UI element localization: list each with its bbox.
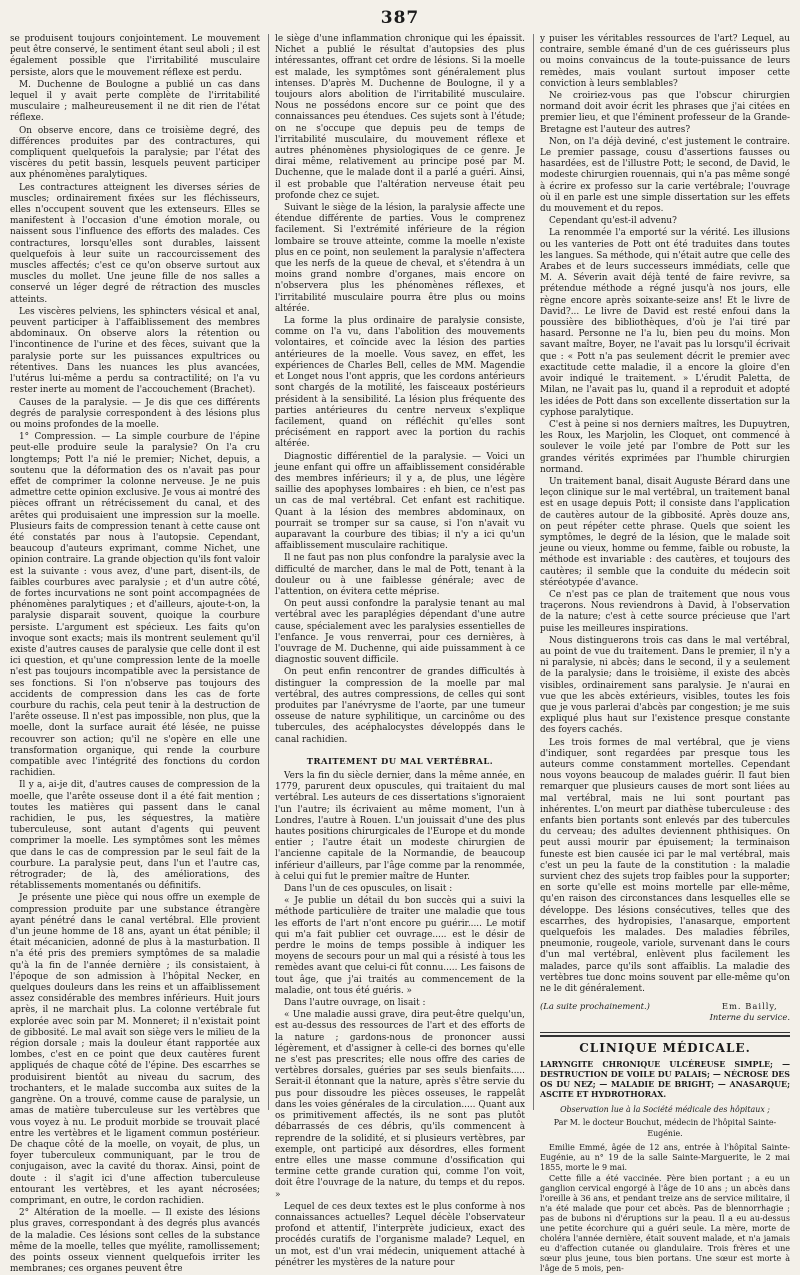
paragraph: C'est à peine si nos derniers maîtres, les Dupuytren, les Roux, les Marjolin, les Cloquet, ont commencé à soulever le voile jeté par l'ombre de Pott sur les grandes vérités exprimées par l'humble chirurgien normand. bbox=[540, 419, 790, 475]
paragraph: On peut enfin rencontrer de grandes difficultés à distinguer la compression de la moelle par mal vertébral, des autres compressions, de celles qui sont produites par l'anévrysme de l'aorte, par une tumeur osseuse de nature syphilitique, un carcinôme ou des tubercules, des acéphalocystes développés dans le canal rachidien. bbox=[275, 667, 525, 745]
column-1 bbox=[10, 34, 260, 1275]
paragraph: Dans l'un de ces opuscules, on lisait : bbox=[284, 884, 453, 895]
quote: « Je publie un détail du bon succès qui a suivi la méthode particulière de traiter une maladie que tous les efforts de l'art n'ont encore pu guérir..... Le motif qui m'a fait publier cet ouvrage..... est le désir de perdre le moins de temps possible à indiquer les moyens de secours pour un mal qui a résisté à tous les remèdes avant que celui-ci fût connu..... Les faisons de tout âge, que j'ai traités au commencement de la maladie, ont tous été guéris. » bbox=[275, 896, 525, 996]
paragraph: Il ne faut pas non plus confondre la paralysie avec la difficulté de marcher, dans le mal de Pott, tenant à la douleur ou à une faiblesse générale; avec de l'attention, on évitera cette méprise. bbox=[275, 553, 525, 597]
paragraph: 1° Compression. — La simple courbure de l'épine peut-elle produire seule la paralysie? On l'a cru longtemps; Pott l'a nié le premier; Nichet, depuis, a soutenu que la déformation des os n'avait pas pour effet de comprimer la colonne nerveuse. Je ne puis admettre cette opinion exclusive. Je vous ai montré des pièces offrant un rétrécissement du canal, et des arêtes qui produisaient une impression sur la moelle. Plusieurs faits de compression tenant à cette cause ont été constatés par nous à l'autopsie. Cependant, beaucoup d'auteurs exprimant, comme Nichet, une opinion contraire. La grande objection qu'ils font valoir est la suivante : vous avez, d'une part, disent-ils, de faibles courbures avec paralysie ; et d'un autre côté, de fortes incurvations ne sont point accompagnées de phénomènes paralytiques ; et d'ailleurs, ajoute-t-on, la paralysie disparait souvent, quoique la courbure persiste. L'argument est spécieux. Les faits qu'on invoque sont exacts; mais ils montrent seulement qu'il existe d'autres causes de paralysie que celle dont il est ici question, et qu'une compression lente de la moelle n'est pas toujours incompatible avec la persistance de ses fonctions. Si l'on n'observe pas toujours des accidents de compression dans les cas de forte courbure du rachis, cela peut tenir à la destruction de l'arête osseuse. Il n'est pas impossible, non plus, que la moelle, dont la surface aurait été lésée, ne puisse recouvrer son action; qu'il ne s'opère en elle une transformation organique, qui rende la courbure compatible avec l'intégrité des fonctions du cordon rachidien. bbox=[10, 432, 260, 779]
paragraph: Lequel de ces deux textes est le plus conforme à nos connaissances actuelles? Lequel décèle l'observateur profond et attentif, l'interprète judicieux, exact des procédés curatifs de l'organisme malade? Lequel, en un mot, est d'un vrai médecin, uniquement attaché à pénétrer les mystères de la nature pour bbox=[275, 1201, 525, 1268]
paragraph: Les trois formes de mal vertébral, que je viens d'indiquer, sont regardées par presque tous les auteurs comme constamment mortelles. Cependant nous voyons beaucoup de malades guérir. Il faut bien remarquer que plusieurs causes de mort sont liées au mal vertébral, mais ne lui sont pourtant pas inhérentes. L'on meurt par diathèse tuberculeuse : des enfants bien portants sont enlevés par des tubercules du cerveau; des adultes deviennent phthisiques. On peut aussi mourir par épuisement; la terminaison funeste est bien causée ici par le mal vertébral, mais c'est un peu la faute de la constitution : la maladie survient chez des sujets trop faibles pour la supporter; en sorte qu'elle est moins mortelle par elle-même, qu'en raison des circonstances dans lesquelles elle se développe. Des lésions consécutives, telles que des escarrhes, des hydropisies, l'anasarque, emportent quelquefois les malades. Des maladies fébriles, pneumonie, rougeole, variole, survenant dans le cours d'un mal vertébral, enlèvent plus facilement les malades, parce qu'ils sont affaiblis. La maladie des vertèbres tue donc moins souvent par elle-même qu'on ne le dit généralement. bbox=[540, 737, 790, 995]
paragraph: La renommée l'a emporté sur la vérité. Les illusions ou les vanteries de Pott ont été traduites dans toutes les langues. Sa méthode, qui n'était autre que celle des Arabes et de leurs successeurs immédiats, celle que M. A. Séverin avait déjà tenté de faire revivre, sa prétendue méthode a régné jusqu'à nos jours, elle règne encore après soixante-seize ans! Et le livre de David?... Le livre de David est resté enfoui dans la poussière des bibliothèques, d'où je l'ai tiré par hasard. Personne ne l'a lu, bien peu du moins. Mon savant maître, Boyer, ne l'avait pas lu lorsqu'il écrivait que : « Pott n'a pas seulement décrit le premier avec exactitude cette maladie, il a encore la gloire d'en avoir indiqué le traitement. » L'érudit Paletta, de Milan, ne l'avait pas lu, quand il a reproduit et adopté les idées de Pott dans son excellente dissertation sur la cyphose paralytique. bbox=[540, 228, 790, 418]
paragraph: le siège d'une inflammation chronique qui les épaissit. Nichet a publié le résultat d'autopsies des plus intéressantes, offrant cet ordre de lésions. Si la moelle est malade, les symptômes sont généralement plus intenses. D'après M. Duchenne de Boulogne, il y a toujours alors abolition de l'irritabilité musculaire. Nous ne possédons encore sur ce point que des connaissances peu étendues. Ces sujets sont à l'étude; on ne s'occupe que depuis peu de temps de l'irritabilité musculaire, du mouvement réflexe et autres phénomènes physiologiques de ce genre. Je dirai même, relativement au principe posé par M. Duchenne, que le malade dont il a parlé a guéri. Ainsi, il est probable que l'altération nerveuse était peu profonde chez ce sujet. bbox=[275, 34, 525, 201]
clinic-section-title: CLINIQUE MÉDICALE. bbox=[579, 1040, 751, 1055]
paragraph: Non, on l'a déjà deviné, c'est justement le contraire. Le premier passage, cousu d'assertions fausses ou hasardées, est de l'illustre Pott; le second, de David, le modeste chirurgien rouennais, qui n'a pas même songé à écrire ex professo sur la carie vertébrale; l'ouvrage où il en parle est une simple dissertation sur les effets du mouvement et du repos. bbox=[540, 136, 790, 215]
divider bbox=[540, 1032, 790, 1033]
paragraph: On observe encore, dans ce troisième degré, des différences produites par des contractures, qui compliquent quelquefois la paralysie; par l'état des viscères du petit bassin, lesquels peuvent participer aux phénomènes paralytiques. bbox=[10, 125, 260, 181]
paragraph: Les viscères pelviens, les sphincters vésical et anal, peuvent participer à l'affaiblissement des membres abdominaux. On observe alors la rétention ou l'incontinence de l'urine et des fèces, suivant que la paralysie porte sur les puissances expultrices ou rétentives. Dans les nuances les plus avancées, l'utérus lui-même a perdu sa contractilité; on l'a vu rester inerte au moment de l'accouchement (Brachet). bbox=[10, 306, 260, 396]
continuation-note: (La suite prochainement.) bbox=[540, 1001, 650, 1012]
author-role: Interne du service. bbox=[709, 1012, 790, 1023]
paragraph: M. Duchenne de Boulogne a publié un cas dans lequel il y avait perte complète de l'irritabilité musculaire ; malheureusement il ne dit rien de l'état réflexe. bbox=[10, 79, 260, 124]
paragraph: Cette fille a été vaccinée. Père bien portant ; a eu un ganglion cervical engorgé à l'âge de 10 ans ; un abcès dans l'oreille à 36 ans, et pendant treize ans de service militaire, il n'a été malade que pour cet abcès. Pas de blennorrhagie ; pas de bubons ni d'éruptions sur la peau. Il a eu au-dessus une petite écorchure qui a guéri seule. La mère, morte de choléra l'année dernière, était souvent malade, et n'a jamais eu d'affection cutanée ou glandulaire. Trois frères et une sœur plus jeune, tous bien portans. Une sœur est morte à l'âge de 5 mois, pen- bbox=[540, 1174, 790, 1274]
paragraph: Ce n'est pas ce plan de traitement que nous vous traçerons. Nous reviendrons à David, à l'observation de la nature; c'est à cette source précieuse que l'art puise les meilleures inspirations. bbox=[540, 589, 790, 634]
paragraph: se produisent toujours conjointement. Le mouvement peut être conservé, le sentiment étant seul aboli ; il est également possible que l'irritabilité musculaire persiste, alors que le mouvement réflexe est perdu. bbox=[10, 34, 260, 78]
paragraph: Un traitement banal, disait Auguste Bérard dans une leçon clinique sur le mal vertébral, un traitement banal est en usage depuis Pott; il consiste dans l'application de cautères autour de la gibbosité. Après douze ans, on peut répéter cette phrase. Quels que soient les symptômes, le degré de la lésion, que le malade soit jeune ou vieux, homme ou femme, faible ou robuste, la méthode est invariable : des cautères, et toujours des cautères; il semble que la conduite du médecin soit stéréotypée d'avance. bbox=[540, 476, 790, 588]
column-2 bbox=[275, 34, 525, 1268]
paragraph: Vers la fin du siècle dernier, dans la même année, en 1779, parurent deux opuscules, qui traitaient du mal vertébral. Les auteurs de ces dissertations s'ignoraient l'un l'autre; ils écrivaient au même moment, l'un à Londres, l'autre à Rouen. L'un jouissait d'une des plus hautes positions chirurgicales de l'Europe et du monde entier ; l'autre était un modeste chirurgien de l'ancienne capitale de la Normandie, de beaucoup inférieur d'ailleurs, par l'âge comme par la renommée, à celui qui fut le premier maître de Hunter. bbox=[275, 771, 525, 882]
paragraph: Nous distinguerons trois cas dans le mal vertébral, au point de vue du traitement. Dans le premier, il n'y a ni paralysie, ni abcès; dans le second, il y a seulement de la paralysie; dans le troisième, il existe des abcès visibles, ordinairement sans paralysie. Je n'aurai en vue que les abcès extérieurs, visibles, toutes les fois que je vous parlerai d'abcès par congestion; je me suis expliqué plus haut sur l'existence presque constante des foyers cachés. bbox=[540, 635, 790, 736]
column-rule bbox=[533, 34, 534, 1110]
page-number: 387 bbox=[380, 8, 420, 28]
observation-note: Observation lue à la Société médicale des hôpitaux ; bbox=[560, 1104, 770, 1114]
quote: « Une maladie aussi grave, dira peut-être quelqu'un, est au-dessus des ressources de l'art et des efforts de la nature ; gardons-nous de prononcer aussi légèrement, et d'assigner à celle-ci des bornes qu'elle ne s'est pas prescrites; elle nous offre des caries de vertèbres dorsales, guéries par ses seuls bienfaits..... Serait-il étonnant que la nature, après s'être servie du pus pour dissoudre les pièces osseuses, le rappelât dans les voies générales de la circulation..... Quant aux os primitivement affectés, ils ne sont pas plutôt débarrassés de ces débris, qu'ils commencent à reprendre de la solidité, et si plusieurs vertèbres, par exemple, ont participé aux désordres, elles forment entre elles une masse commune d'ossification qui termine cette grande curation qui, comme l'on voit, doit être l'ouvrage de la nature, du temps et du repos. » bbox=[275, 1010, 525, 1200]
section-title: TRAITEMENT DU MAL VERTÉBRAL. bbox=[306, 755, 494, 766]
column-rule bbox=[268, 34, 269, 1110]
paragraph: Ne croiriez-vous pas que l'obscur chirurgien normand doit avoir écrit les phrases que j'ai citées en premier lieu, et que l'éminent professeur de la Grande-Bretagne est l'auteur des autres? bbox=[540, 91, 790, 135]
paragraph: 2° Altération de la moelle. — Il existe des lésions plus graves, correspondant à des degrés plus avancés de la maladie. Ces lésions sont celles de la substance même de la moelle, telles que myélite, ramollissement; des points osseux viennent quelquefois irriter les membranes; ces organes peuvent être bbox=[10, 1208, 260, 1275]
author-name: Em. Bailly, bbox=[721, 1001, 778, 1012]
paragraph: Je présente une pièce qui nous offre un exemple de compression produite par une substance étrangère ayant pénétré dans le canal vertébral. Elle provient d'un jeune homme de 18 ans, ayant un état pénible; il était mécanicien, adonné de plus à la masturbation. Il n'a été pris des premiers symptômes de sa maladie qu'à la fin de l'année dernière ; ils consistaient, à l'époque de son admission à l'hôpital Necker, en quelques douleurs dans les reins et un affaiblissement assez considérable des membres inférieurs. Huit jours après, il ne marchait plus. La colonne vertébrale fut explorée avec soin par M. Monneret; il n'existait point de gibbosité. Le mal avait son siège vers le milieu de la région dorsale ; mais la douleur étant rapportée aux lombes, c'est en ce point que deux cautères furent appliqués de chaque côté de l'épine. Des escarrhes se produisirent bientôt au niveau du sacrum, des trochanters, et le malade succomba aux suites de la gangrène. On a trouvé, comme cause de paralysie, un amas de matière tuberculeuse sur les vertèbres que vous voyez à nu. Le produit morbide se trouvait placé entre les vertèbres et le ligament commun postérieur. De chaque côté de la moelle, on voyait, de plus, un foyer tuberculeux communiquant, par le trou de conjugaison, avec la cavité du thorax. Ainsi, point de doute : il s'agit ici d'une affection tuberculeuse entourant les vertèbres, et les ayant nécrosées; comprimant, en outre, le cordon rachidien. bbox=[10, 893, 260, 1206]
paragraph: Les contractures atteignent les diverses séries de muscles; ordinairement fixées sur les fléchisseurs, elles n'occupent souvent que les extenseurs. Elles se manifestent à l'occasion d'une émotion morale, ou naissent sous l'influence des efforts des malades. Ces contractures, lorsqu'elles sont durables, laissent quelquefois à leur suite un raccourcissement des muscles affectés; c'est ce qu'on observe surtout aux muscles du mollet. Une jeune fille de nos salles a conservé un léger degré de rétraction des muscles atteints. bbox=[10, 182, 260, 305]
paragraph: La forme la plus ordinaire de paralysie consiste, comme on l'a vu, dans l'abolition des mouvements volontaires, et coïncide avec la lésion des parties antérieures de la moelle. Vous savez, en effet, les expériences de Charles Bell, celles de MM. Magendie et Longet nous l'ont appris, que les cordons antérieurs sont chargés de la motilité, les faisceaux postérieurs président à la sensibilité. La lésion plus fréquente des parties antérieures du centre nerveux s'explique facilement, quand on réfléchit qu'elles sont précisément en rapport avec la portion du rachis altérée. bbox=[275, 316, 525, 450]
paragraph: On peut aussi confondre la paralysie tenant au mal vertébral avec les paraplégies dépendant d'une autre cause, spécialement avec les paralysies essentielles de l'enfance. Je vous renverrai, pour ces dernières, à l'ouvrage de M. Duchenne, qui aide puissamment à ce diagnostic souvent difficile. bbox=[275, 599, 525, 666]
article-heading: LARYNGITE CHRONIQUE ULCÉREUSE SIMPLE; — DESTRUCTION DE VOILE DU PALAIS; — NÉCROSE DES OS DU NEZ; — MALADIE DE BRIGHT; — ANASARQUE; ASCITE ET HYDROTHORAX. bbox=[540, 1059, 790, 1099]
paragraph: Diagnostic différentiel de la paralysie. — Voici un jeune enfant qui offre un affaiblissement considérable des membres inférieurs; il y a, de plus, une légère saillie des apophyses lombaires : eh bien, ce n'est pas un cas de mal vertébral. Cet enfant est rachitique. Quant à la lésion des membres abdominaux, on pourrait se tromper sur sa cause, si l'on n'avait vu auparavant la courbure des tibias; il n'y a ici qu'un affaiblissement musculaire rachitique. bbox=[275, 451, 525, 552]
paragraph: Cependant qu'est-il advenu? bbox=[549, 216, 677, 227]
paragraph: Emilie Emmé, âgée de 12 ans, entrée à l'hôpital Sainte-Eugénie, au n° 19 de la salle Sainte-Marguerite, le 2 mai 1855, morte le 9 mai. bbox=[540, 1143, 790, 1173]
divider bbox=[540, 1035, 790, 1037]
author-line: Par M. le docteur Bouchut, médecin de l'hôpital Sainte-Eugénie. bbox=[553, 1118, 777, 1139]
column-3 bbox=[540, 34, 790, 1274]
paragraph: Il y a, ai-je dit, d'autres causes de compression de la moelle, que l'arête osseuse dont il a été fait mention ; toutes les matières qui passent dans le canal rachidien, le pus, les séquestres, la matière tuberculeuse, sont autant d'agents qui peuvent comprimer la moelle. Les symptômes sont les mêmes que dans le cas de compression par le seul fait de la courbure. La paralysie peut, dans l'un et l'autre cas, rétrograder; de là, des améliorations, des rétablissements momentanés ou définitifs. bbox=[10, 780, 260, 892]
paragraph: Suivant le siège de la lésion, la paralysie affecte une étendue différente de parties. Vous le comprenez facilement. Si l'extrémité inférieure de la région lombaire se trouve atteinte, comme la moelle n'existe plus en ce point, non seulement la paralysie n'affectera que les nerfs de la queue de cheval, et s'étendra à un moins grand nombre d'organes, mais encore on n'observera plus les phénomènes réflexes, et l'irritabilité musculaire pourra être plus ou moins altérée. bbox=[275, 203, 525, 314]
paragraph: Dans l'autre ouvrage, on lisait : bbox=[284, 998, 426, 1009]
signature-block bbox=[540, 1001, 790, 1023]
paragraph: y puiser les véritables ressources de l'art? Lequel, au contraire, semble émané d'un de ces guérisseurs plus ou moins convaincus de la toute-puissance de leurs remèdes, mais voulant surtout imposer cette conviction à leurs semblables? bbox=[540, 34, 790, 89]
paragraph: Causes de la paralysie. — Je dis que ces différents degrés de paralysie correspondent à des lésions plus ou moins profondes de la moelle. bbox=[10, 397, 260, 430]
